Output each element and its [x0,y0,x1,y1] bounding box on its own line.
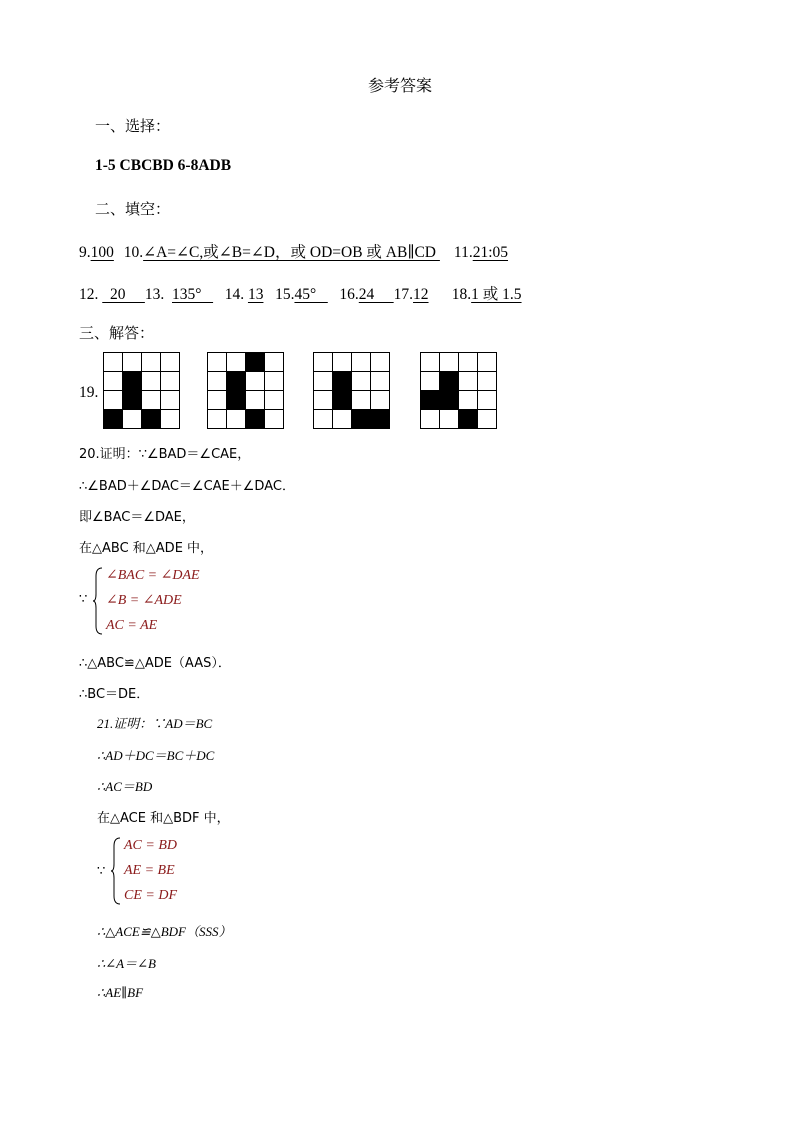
grid-cell [208,410,227,429]
q16-number: 16. [339,286,359,303]
q21-because: ∵ [97,864,106,879]
grid-cell [142,391,161,410]
q20-system-eq-2: ∠B = ∠ADE [106,593,182,608]
q21-system-eq-1: AC = BD [124,838,177,853]
q21-system-eq-2: AE = BE [124,863,175,878]
grid-cell [246,391,265,410]
q11-number: 11. [453,244,473,261]
grid-cell [142,410,161,429]
grid-cell [459,372,478,391]
q13-number: 13. [144,286,172,303]
q18-number: 18. [451,286,472,303]
grid-cell [123,353,142,372]
q19-grid-2 [207,352,284,429]
fill-line-2 [79,282,522,304]
grid-cell [352,353,371,372]
q11-answer: 21:05 [472,244,509,261]
grid-cell [104,410,123,429]
grid-cell [440,353,459,372]
grid-cell [123,391,142,410]
grid-cell [227,353,246,372]
q21-line-6: ∴∠A＝∠B [97,956,156,971]
grid-cell [265,410,284,429]
grid-cell [459,391,478,410]
q14-number: 14. [224,286,248,303]
q21-line-7: ∴AE∥BF [97,985,144,1000]
q15-number: 15. [275,286,295,303]
q21-line-3: ∴AC＝BD [97,779,153,794]
grid-cell [371,410,390,429]
grid-cell [352,372,371,391]
q15-answer: 45° [294,286,328,303]
grid-cell [371,391,390,410]
grid-cell [314,410,333,429]
q18-answer: 1 或 1.5 [471,286,522,303]
grid-cell [421,391,440,410]
grid-cell [333,353,352,372]
grid-cell [459,410,478,429]
q20-system-eq-1: ∠BAC = ∠DAE [106,568,200,583]
q9-number: 9. [79,244,91,261]
q21-line-1: 21.证明：∵AD＝BC [97,716,213,731]
grid-cell [227,391,246,410]
grid-cell [352,391,371,410]
q14-answer: 13 [247,286,264,303]
grid-cell [440,391,459,410]
grid-cell [265,391,284,410]
grid-cell [333,410,352,429]
grid-cell [440,410,459,429]
grid-cell [314,391,333,410]
q21-line-2: ∴AD＋DC＝BC＋DC [97,748,215,763]
q20-line-6: ∴BC＝DE． [79,687,150,702]
q21-system-eq-3: CE = DF [124,888,177,903]
grid-cell [161,353,180,372]
grid-cell [478,372,497,391]
q10-answer: ∠A=∠C,或∠B=∠D，或 OD=OB 或 AB∥CD [143,244,440,261]
q10-number: 10. [123,244,144,261]
grid-cell [104,372,123,391]
q16-answer: 24 [358,286,394,303]
grid-cell [421,372,440,391]
grid-cell [104,391,123,410]
q19-grid-4 [420,352,497,429]
section1-heading: 一、选择： [95,117,171,135]
grid-cell [333,391,352,410]
grid-cell [478,410,497,429]
grid-cell [123,372,142,391]
grid-cell [104,353,123,372]
q17-answer: 12 [413,286,429,303]
grid-cell [142,353,161,372]
q20-brace [92,566,104,636]
grid-cell [123,410,142,429]
section3-heading: 三、解答： [79,324,155,342]
grid-cell [208,391,227,410]
grid-cell [208,372,227,391]
q20-system [106,563,200,638]
q12-number: 12. [79,286,103,303]
fill-line-1 [79,240,508,262]
grid-cell [161,410,180,429]
q20-because: ∵ [79,592,88,607]
q21-system [124,833,177,908]
grid-cell [314,353,333,372]
grid-cell [265,372,284,391]
grid-cell [440,372,459,391]
q20-line-5: ∴△ABC≌△ADE（AAS）． [79,656,231,671]
grid-cell [478,391,497,410]
grid-cell [246,353,265,372]
grid-cell [161,391,180,410]
q19-label: 19. [79,384,99,401]
q21-line-5: ∴△ACE≌△BDF（SSS） [97,924,232,939]
grid-cell [227,410,246,429]
q21-brace [110,836,122,906]
grid-cell [246,410,265,429]
grid-cell [459,353,478,372]
q19-grid-1 [103,352,180,429]
q17-number: 17. [393,286,414,303]
q20-line-1: 20.证明：∵∠BAD＝∠CAE， [79,447,251,462]
grid-cell [478,353,497,372]
grid-cell [314,372,333,391]
q20-line-3: 即∠BAC＝∠DAE， [79,510,195,525]
grid-cell [227,372,246,391]
q20-line-4: 在△ABC 和△ADE 中， [79,541,214,556]
grid-cell [333,372,352,391]
q9-answer: 100 [90,244,114,261]
grid-cell [246,372,265,391]
grid-cell [208,353,227,372]
page-title: 参考答案 [368,76,433,95]
grid-cell [371,372,390,391]
q13-answer: 135° [172,286,214,303]
grid-cell [161,372,180,391]
q21-line-4: 在△ACE 和△BDF 中， [97,811,230,826]
section2-heading: 二、填空： [95,200,171,218]
grid-cell [421,410,440,429]
grid-cell [265,353,284,372]
grid-cell [421,353,440,372]
section1-answers: 1-5 CBCBD 6-8ADB [95,157,232,174]
q12-answer: 20 [102,286,145,303]
q20-line-2: ∴∠BAD＋∠DAC＝∠CAE＋∠DAC． [79,479,295,494]
q19-grid-3 [313,352,390,429]
q20-system-eq-3: AC = AE [106,618,158,633]
grid-cell [142,372,161,391]
grid-cell [371,353,390,372]
grid-cell [352,410,371,429]
